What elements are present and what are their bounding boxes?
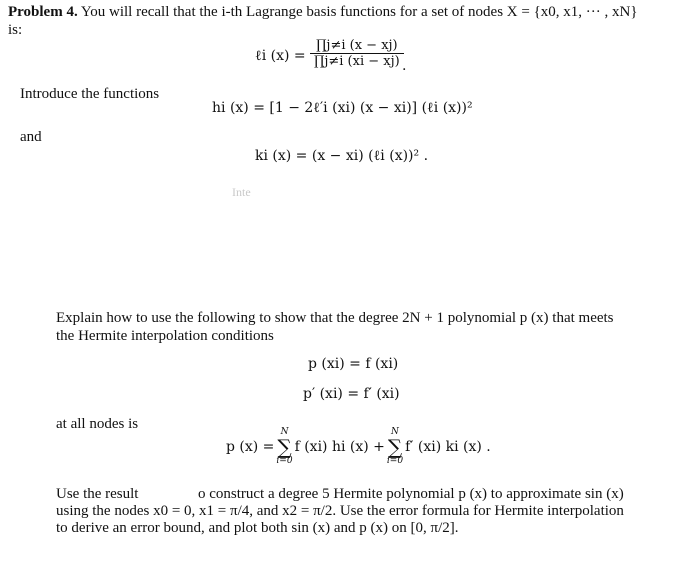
- problem-statement-line: [8, 4, 638, 21]
- hermite-formula-lhs: p (x) =: [226, 439, 275, 455]
- at-all-nodes-label: at all nodes is: [56, 416, 139, 432]
- task-line-1: [56, 486, 624, 503]
- problem-title: Problem 4.: [8, 4, 78, 20]
- and-label: and: [20, 129, 42, 145]
- lagrange-fraction: [310, 38, 404, 69]
- explain-line-2: the Hermite interpolation conditions: [56, 328, 274, 344]
- faint-watermark-text: Inte: [232, 185, 251, 199]
- k-function-equation: ki (x) = (x − xi) (ℓi (x))² .: [255, 148, 429, 164]
- hermite-condition-value: p (xi) = f (xi): [308, 356, 399, 372]
- problem-intro: You will recall that the i-th Lagrange basis functions for a set of nodes X = {x0, x1, ··· , xN}: [80, 4, 638, 20]
- explain-line-1: Explain how to use the following to show that the degree 2N + 1 polynomial p (x) that meets: [56, 310, 614, 326]
- hermite-term-1: f (xi) hi (x) +: [294, 439, 385, 455]
- lagrange-denominator: ∏j≠i (xi − xj): [314, 54, 400, 69]
- lagrange-period: .: [402, 58, 407, 74]
- hermite-formula: [226, 428, 491, 466]
- lagrange-lhs: ℓi (x) =: [255, 48, 306, 64]
- task-line-1-end: o construct a degree 5 Hermite polynomial p (x) to approximate sin (x): [197, 486, 624, 502]
- sum-lower-limit: i=0: [276, 456, 293, 466]
- hermite-condition-derivative: p′ (xi) = f′ (xi): [303, 386, 400, 402]
- problem-intro-continued: is:: [8, 22, 23, 38]
- sum-upper-limit: N: [391, 427, 399, 437]
- hermite-term-2: f′ (xi) ki (x) .: [405, 439, 491, 455]
- sum-lower-limit: i=0: [386, 456, 404, 466]
- task-line-1-start: Use the result: [56, 486, 139, 502]
- functions-intro: Introduce the functions: [20, 86, 160, 102]
- task-line-3: to derive an error bound, and plot both sin (x) and p (x) on [0, π/2].: [56, 520, 459, 536]
- lagrange-numerator: ∏j≠i (x − xj): [316, 38, 398, 53]
- sum-symbol-1: N ∑ i=0: [276, 427, 293, 466]
- sum-upper-limit: N: [280, 427, 289, 437]
- task-line-2: using the nodes x0 = 0, x1 = π/4, and x2 = π/2. Use the error formula for Hermite interpolation: [56, 503, 624, 519]
- h-function-equation: hi (x) = [1 − 2ℓ′i (xi) (x − xi)] (ℓi (x))²: [212, 100, 473, 116]
- sum-symbol-2: N ∑ i=0: [386, 427, 404, 466]
